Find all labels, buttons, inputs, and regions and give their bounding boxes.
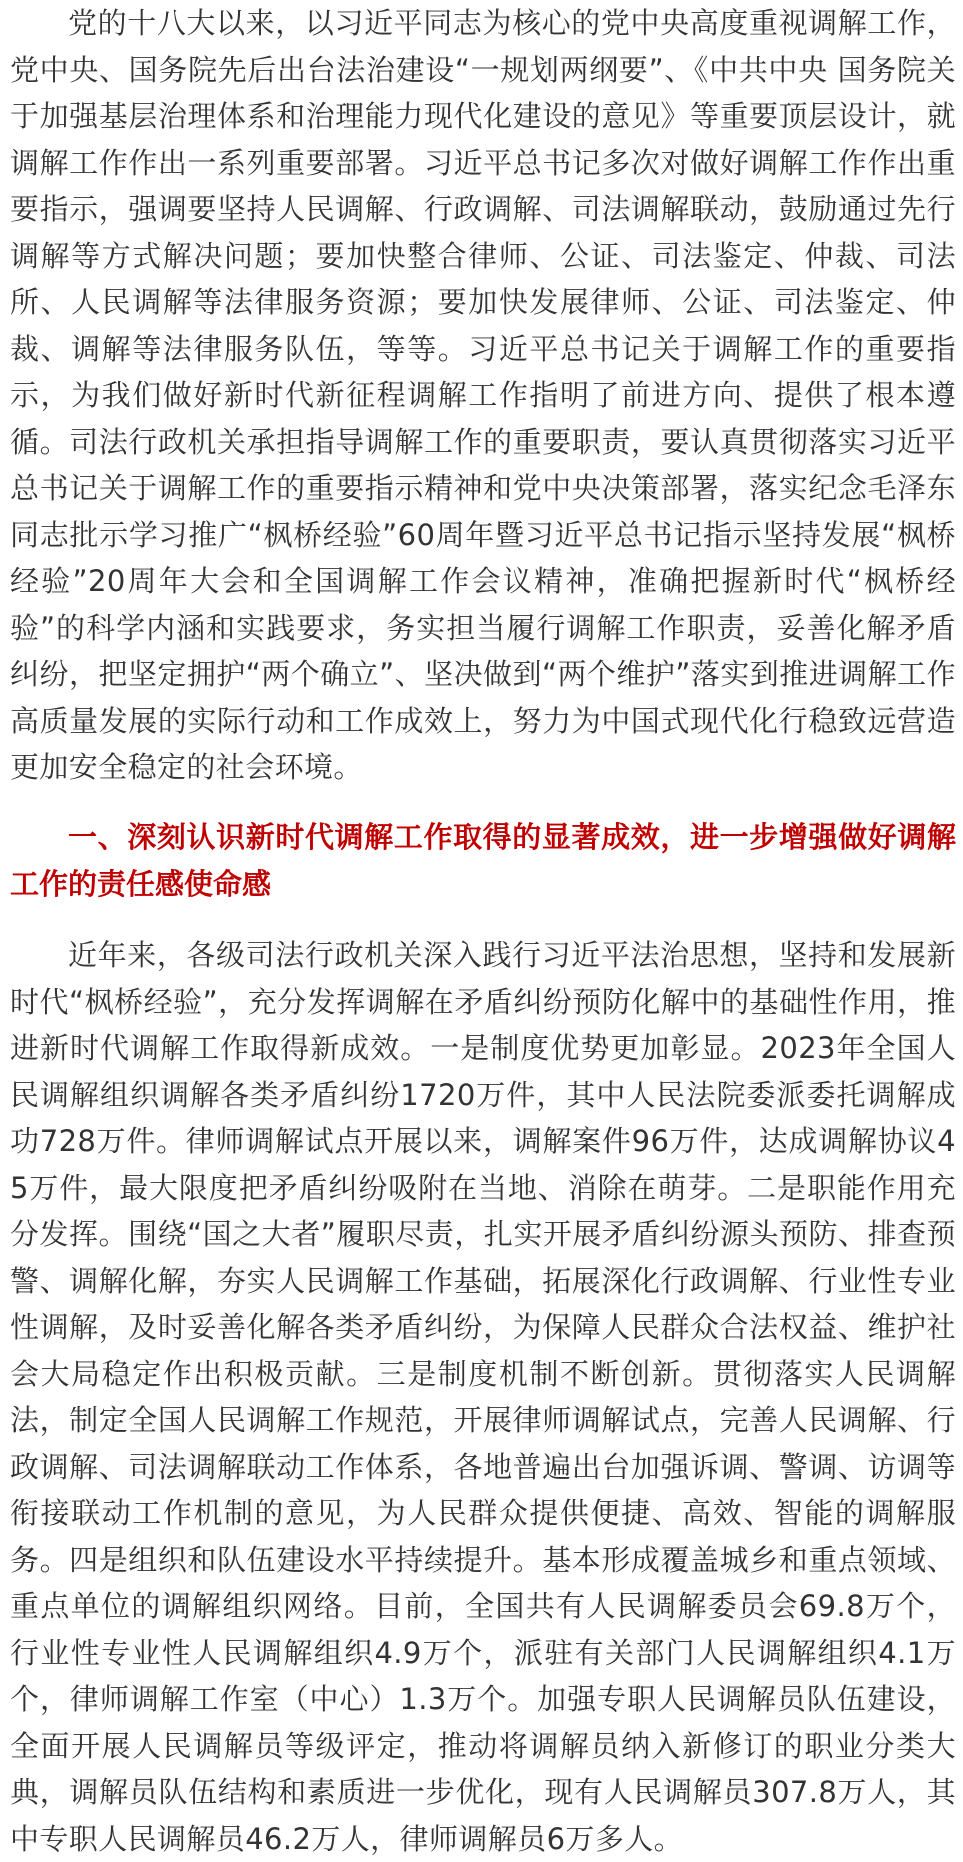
intro-paragraph: 党的十八大以来，以习近平同志为核心的党中央高度重视调解工作，党中央、国务院先后出台法治建设“一规划两纲要”、《中共中央 国务院关于加强基层治理体系和治理能力现代化建设的意见》等重要顶层设计，就调解工作作出一系列重要部署。习近平总书记多次对做好调解工作作出重要指示，强调要坚持人民调解、行政调解、司法调解联动，鼓励通过先行调解等方式解决问题；要加快整合律师、公证、司法鉴定、仲裁、司法所、人民调解等法律服务资源；要加快发展律师、公证、司法鉴定、仲裁、调解等法律服务队伍，等等。习近平总书记关于调解工作的重要指示，为我们做好新时代新征程调解工作指明了前进方向、提供了根本遵循。司法行政机关承担指导调解工作的重要职责，要认真贯彻落实习近平总书记关于调解工作的重要指示精神和党中央决策部署，落实纪念毛泽东同志批示学习推广“枫桥经验”60周年暨习近平总书记指示坚持发展“枫桥经验”20周年大会和全国调解工作会议精神，准确把握新时代“枫桥经验”的科学内涵和实践要求，务实担当履行调解工作职责，妥善化解矛盾纠纷，把坚定拥护“两个确立”、坚决做到“两个维护”落实到推进调解工作高质量发展的实际行动和工作成效上，努力为中国式现代化行稳致远营造更加安全稳定的社会环境。 — [10, 6, 956, 784]
section-1-paragraph: 近年来，各级司法行政机关深入践行习近平法治思想，坚持和发展新时代“枫桥经验”，充分发挥调解在矛盾纠纷预防化解中的基础性作用，推进新时代调解工作取得新成效。一是制度优势更加彰显。2023年全国人民调解组织调解各类矛盾纠纷1720万件，其中人民法院委派委托调解成功728万件。律师调解试点开展以来，调解案件96万件，达成调解协议45万件，最大限度把矛盾纠纷吸附在当地、消除在萌芽。二是职能作用充分发挥。围绕“国之大者”履职尽责，扎实开展矛盾纠纷源头预防、排查预警、调解化解，夯实人民调解工作基础，拓展深化行政调解、行业性专业性调解，及时妥善化解各类矛盾纠纷，为保障人民群众合法权益、维护社会大局稳定作出积极贡献。三是制度机制不断创新。贯彻落实人民调解法，制定全国人民调解工作规范，开展律师调解试点，完善人民调解、行政调解、司法调解联动工作体系，各地普遍出台加强诉调、警调、访调等衔接联动工作机制的意见，为人民群众提供便捷、高效、智能的调解服务。四是组织和队伍建设水平持续提升。基本形成覆盖城乡和重点领域、重点单位的调解组织网络。目前，全国共有人民调解委员会69.8万个，行业性专业性人民调解组织4.9万个，派驻有关部门人民调解组织4.1万个，律师调解工作室（中心）1.3万个。加强专职人民调解员队伍建设，全面开展人民调解员等级评定，推动将调解员纳入新修订的职业分类大典，调解员队伍结构和素质进一步优化，现有人民调解员307.8万人，其中专职人民调解员46.2万人，律师调解员6万多人。 — [10, 938, 956, 1856]
section-heading-1: 一、深刻认识新时代调解工作取得的显著成效，进一步增强做好调解工作的责任感使命感 — [10, 820, 956, 901]
